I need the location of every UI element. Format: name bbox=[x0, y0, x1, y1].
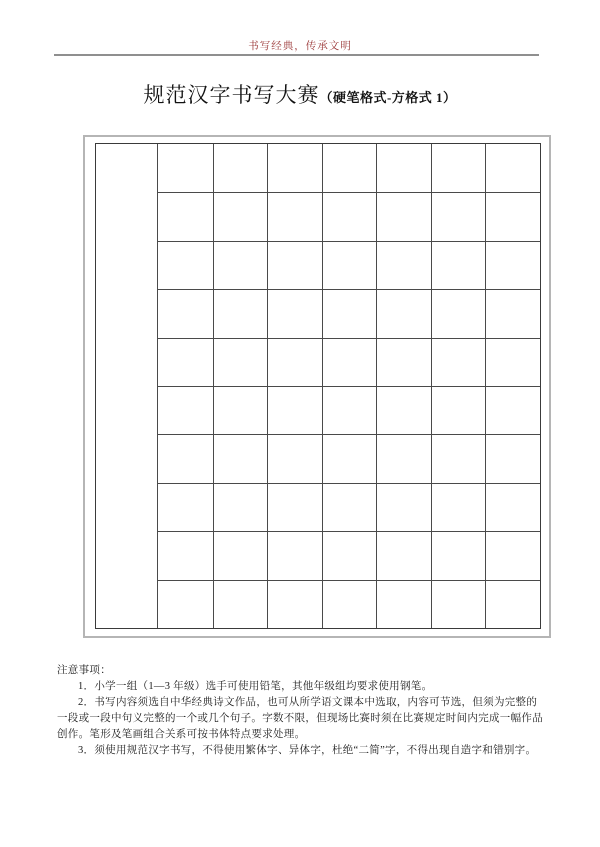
writing-cell bbox=[431, 386, 486, 434]
writing-cell bbox=[485, 192, 540, 240]
note-line: 1．小学一组（1—3 年级）选手可使用铅笔，其他年级组均要求使用钢笔。 bbox=[78, 681, 433, 692]
writing-cell bbox=[485, 580, 540, 628]
writing-cell bbox=[485, 289, 540, 337]
writing-cell bbox=[485, 434, 540, 482]
notes-lines bbox=[57, 679, 541, 759]
writing-cell bbox=[213, 144, 268, 192]
writing-cell bbox=[322, 338, 377, 386]
writing-cell bbox=[376, 144, 431, 192]
header-rule bbox=[54, 54, 539, 56]
note-line: 一段或一段中句义完整的一个或几个句子。字数不限，但现场比赛时须在比赛规定时间内完成一幅作品 bbox=[57, 713, 543, 724]
writing-cell bbox=[376, 531, 431, 579]
page-title-sub: （硬笔格式-方格式 1） bbox=[319, 90, 457, 105]
writing-cell bbox=[485, 241, 540, 289]
grid-side-column bbox=[96, 144, 158, 628]
writing-cell bbox=[267, 192, 322, 240]
writing-cell bbox=[213, 580, 268, 628]
notes-section bbox=[57, 663, 541, 759]
writing-cell bbox=[267, 434, 322, 482]
writing-cell bbox=[158, 483, 213, 531]
page-title bbox=[0, 79, 600, 109]
writing-cells bbox=[158, 144, 540, 628]
writing-cell bbox=[158, 289, 213, 337]
header-slogan: 书写经典，传承文明 bbox=[248, 41, 352, 52]
writing-cell bbox=[322, 192, 377, 240]
writing-cell bbox=[322, 241, 377, 289]
writing-cell bbox=[267, 483, 322, 531]
writing-cell bbox=[213, 289, 268, 337]
writing-cell bbox=[485, 338, 540, 386]
writing-cell bbox=[322, 434, 377, 482]
writing-cell bbox=[431, 580, 486, 628]
writing-cell bbox=[431, 483, 486, 531]
writing-cell bbox=[322, 144, 377, 192]
writing-cell bbox=[431, 192, 486, 240]
note-line: 创作。笔形及笔画组合关系可按书体特点要求处理。 bbox=[57, 729, 306, 740]
writing-cell bbox=[213, 386, 268, 434]
writing-cell bbox=[267, 580, 322, 628]
writing-cell bbox=[376, 241, 431, 289]
writing-cell bbox=[158, 338, 213, 386]
note-line: 2．书写内容须选自中华经典诗文作品，也可从所学语文课本中选取，内容可节选，但须为完整的 bbox=[78, 697, 538, 708]
writing-cell bbox=[267, 531, 322, 579]
writing-cell bbox=[376, 386, 431, 434]
writing-cell bbox=[213, 434, 268, 482]
writing-sheet-box bbox=[83, 135, 551, 638]
writing-cell bbox=[213, 531, 268, 579]
note-line: 3．须使用规范汉字书写，不得使用繁体字、异体字，杜绝“二简”字，不得出现自造字和错别字。 bbox=[78, 745, 537, 756]
writing-cell bbox=[267, 241, 322, 289]
writing-cell bbox=[267, 144, 322, 192]
writing-cell bbox=[376, 192, 431, 240]
notes-heading: 注意事项： bbox=[57, 665, 111, 676]
writing-cell bbox=[213, 241, 268, 289]
writing-cell bbox=[431, 144, 486, 192]
writing-cell bbox=[158, 434, 213, 482]
writing-cell bbox=[376, 434, 431, 482]
writing-cell bbox=[322, 483, 377, 531]
writing-cell bbox=[158, 192, 213, 240]
page-title-main: 规范汉字书写大赛 bbox=[143, 83, 320, 107]
writing-cell bbox=[158, 386, 213, 434]
writing-cell bbox=[322, 580, 377, 628]
writing-cell bbox=[322, 386, 377, 434]
writing-cell bbox=[267, 386, 322, 434]
writing-cell bbox=[158, 241, 213, 289]
writing-cell bbox=[485, 386, 540, 434]
writing-cell bbox=[376, 338, 431, 386]
writing-cell bbox=[376, 289, 431, 337]
writing-cell bbox=[431, 434, 486, 482]
writing-cell bbox=[485, 144, 540, 192]
writing-cell bbox=[158, 531, 213, 579]
writing-cell bbox=[267, 338, 322, 386]
writing-cell bbox=[376, 580, 431, 628]
writing-cell bbox=[158, 580, 213, 628]
writing-cell bbox=[213, 483, 268, 531]
writing-cell bbox=[376, 483, 431, 531]
writing-cell bbox=[213, 192, 268, 240]
writing-cell bbox=[213, 338, 268, 386]
writing-cell bbox=[322, 289, 377, 337]
writing-cell bbox=[158, 144, 213, 192]
writing-cell bbox=[431, 531, 486, 579]
writing-cell bbox=[267, 289, 322, 337]
writing-grid bbox=[95, 143, 541, 629]
writing-cell bbox=[431, 289, 486, 337]
writing-cell bbox=[431, 338, 486, 386]
writing-cell bbox=[431, 241, 486, 289]
writing-cell bbox=[485, 483, 540, 531]
writing-cell bbox=[322, 531, 377, 579]
writing-cell bbox=[485, 531, 540, 579]
